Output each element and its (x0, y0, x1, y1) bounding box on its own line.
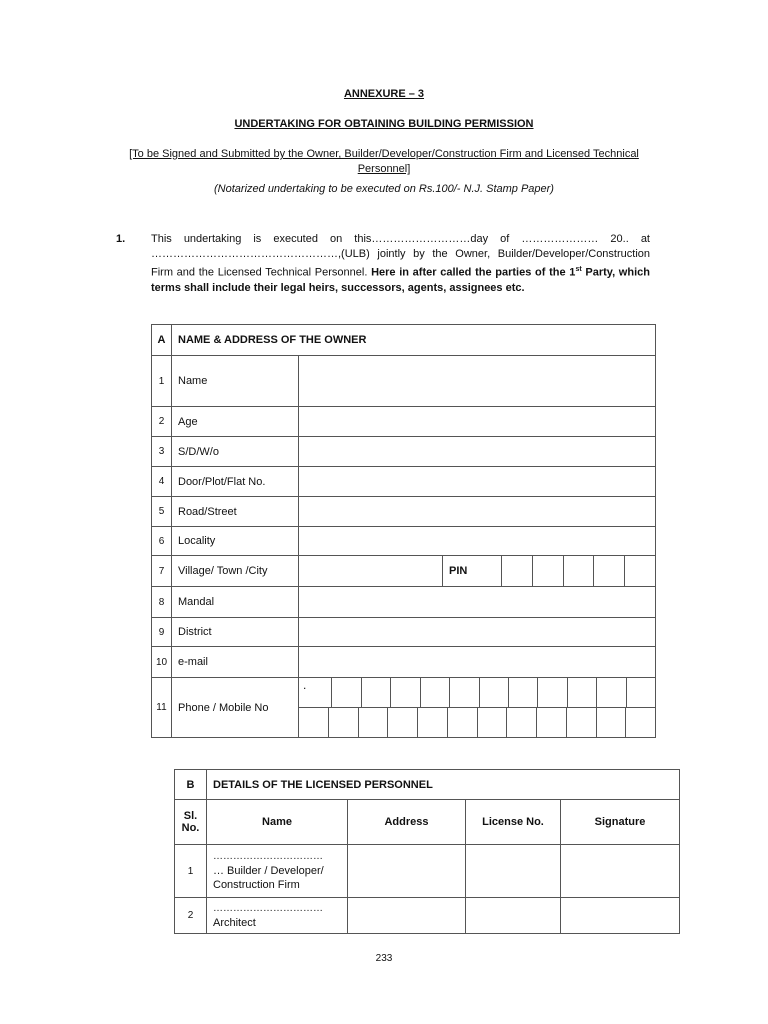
section-heading: DETAILS OF THE LICENSED PERSONNEL (207, 770, 680, 800)
phone-digit-box[interactable] (479, 678, 508, 707)
row-number: 6 (152, 527, 172, 556)
phone-digit-box[interactable] (536, 708, 566, 737)
phone-digit-box[interactable] (361, 678, 390, 707)
field-label-road: Road/Street (172, 497, 299, 527)
relation-field[interactable] (299, 437, 656, 467)
column-header-address: Address (348, 800, 466, 845)
field-label-age: Age (172, 407, 299, 437)
door-field[interactable] (299, 467, 656, 497)
row-number: 5 (152, 497, 172, 527)
stamp-paper-note: (Notarized undertaking to be executed on Rs.100/- N.J. Stamp Paper) (214, 183, 554, 195)
pin-digit-box[interactable] (502, 556, 532, 586)
field-label-name: Name (172, 356, 299, 407)
signature-cell[interactable] (561, 898, 680, 934)
phone-digit-box[interactable] (506, 708, 536, 737)
pin-digit-box[interactable] (593, 556, 624, 586)
field-label-city: Village/ Town /City (172, 556, 299, 587)
field-label-relation: S/D/W/o (172, 437, 299, 467)
phone-digit-box[interactable] (537, 678, 566, 707)
row-number: 3 (152, 437, 172, 467)
field-label-email: e-mail (172, 647, 299, 678)
address-cell[interactable] (348, 845, 466, 898)
field-label-phone: Phone / Mobile No (172, 678, 299, 738)
owner-details-table (151, 324, 656, 738)
phone-digit-box[interactable] (299, 708, 328, 737)
name-field[interactable] (299, 356, 656, 407)
phone-digit-box[interactable] (596, 678, 625, 707)
phone-digit-box[interactable] (331, 678, 360, 707)
phone-digit-box[interactable] (626, 678, 655, 707)
phone-row-1[interactable] (299, 678, 655, 708)
row-number: 7 (152, 556, 172, 587)
row-number: 2 (175, 898, 207, 934)
district-field[interactable] (299, 618, 656, 647)
page-number: 233 (375, 953, 393, 964)
city-field[interactable] (299, 556, 443, 586)
phone-row-2[interactable] (299, 708, 655, 737)
row-number: 11 (152, 678, 172, 738)
phone-digit-box[interactable] (596, 708, 626, 737)
name-cell[interactable] (207, 845, 348, 898)
paragraph-bold-b: Party, which terms shall include their legal heirs, successors, agents, assignees etc. (151, 266, 650, 294)
row-number: 4 (152, 467, 172, 497)
column-header-license: License No. (466, 800, 561, 845)
paragraph-number: 1. (116, 233, 126, 245)
pin-digit-box[interactable] (532, 556, 563, 586)
field-label-locality: Locality (172, 527, 299, 556)
mandal-field[interactable] (299, 587, 656, 618)
license-cell[interactable] (466, 898, 561, 934)
section-heading: NAME & ADDRESS OF THE OWNER (172, 325, 656, 356)
name-dots: …………………………… (213, 851, 323, 862)
undertaking-paragraph (151, 232, 650, 296)
field-label-mandal: Mandal (172, 587, 299, 618)
city-pin-cell (299, 556, 656, 587)
signature-cell[interactable] (561, 845, 680, 898)
address-cell[interactable] (348, 898, 466, 934)
email-field[interactable] (299, 647, 656, 678)
phone-digit-box[interactable] (625, 708, 655, 737)
paragraph-bold-a: Here in after called the parties of the 1 (371, 266, 576, 279)
column-header-name: Name (207, 800, 348, 845)
column-header-slno: Sl. No. (175, 800, 207, 845)
phone-digit-box[interactable] (567, 678, 596, 707)
pin-boxes[interactable] (502, 556, 655, 586)
field-label-door: Door/Plot/Flat No. (172, 467, 299, 497)
row-number: 1 (152, 356, 172, 407)
pin-label: PIN (443, 556, 502, 586)
phone-digit-box[interactable] (390, 678, 419, 707)
road-field[interactable] (299, 497, 656, 527)
name-dots: …………………………… (213, 902, 323, 914)
phone-digit-box[interactable] (449, 678, 478, 707)
license-cell[interactable] (466, 845, 561, 898)
row-number: 8 (152, 587, 172, 618)
phone-digit-box[interactable] (566, 708, 596, 737)
field-label-district: District (172, 618, 299, 647)
signing-instruction: [To be Signed and Submitted by the Owner, Builder/Developer/Construction Firm and Licensed Technical Personnel] (129, 148, 639, 175)
section-letter: A (152, 325, 172, 356)
name-text: Architect (213, 916, 256, 929)
row-number: 10 (152, 647, 172, 678)
row-number: 9 (152, 618, 172, 647)
phone-digit-box[interactable] (417, 708, 447, 737)
phone-digit-box[interactable] (328, 708, 358, 737)
row-number: 1 (175, 845, 207, 898)
document-title: UNDERTAKING FOR OBTAINING BUILDING PERMISSION (234, 118, 534, 130)
phone-digit-box[interactable] (447, 708, 477, 737)
name-cell[interactable] (207, 898, 348, 934)
phone-dot: . (303, 678, 307, 692)
age-field[interactable] (299, 407, 656, 437)
pin-digit-box[interactable] (563, 556, 594, 586)
paragraph-text: This undertaking is executed on this………………………day of ………………… 20.. at ……………………………………………,(ULB) jointly by the Owner, Builder/Developer/Construction Firm and the Licensed Technical Personnel. (151, 233, 650, 279)
pin-digit-box[interactable] (624, 556, 655, 586)
phone-digit-box[interactable] (508, 678, 537, 707)
licensed-personnel-table (174, 769, 680, 934)
phone-cell (299, 678, 656, 738)
locality-field[interactable] (299, 527, 656, 556)
name-text: … Builder / Developer/ Construction Firm (213, 865, 324, 891)
phone-digit-box[interactable] (420, 678, 449, 707)
annexure-heading: ANNEXURE – 3 (343, 88, 425, 100)
row-number: 2 (152, 407, 172, 437)
phone-digit-box[interactable] (477, 708, 507, 737)
phone-digit-box[interactable] (358, 708, 388, 737)
column-header-signature: Signature (561, 800, 680, 845)
section-letter: B (175, 770, 207, 800)
phone-digit-box[interactable] (387, 708, 417, 737)
ordinal-superscript: st (575, 266, 582, 273)
